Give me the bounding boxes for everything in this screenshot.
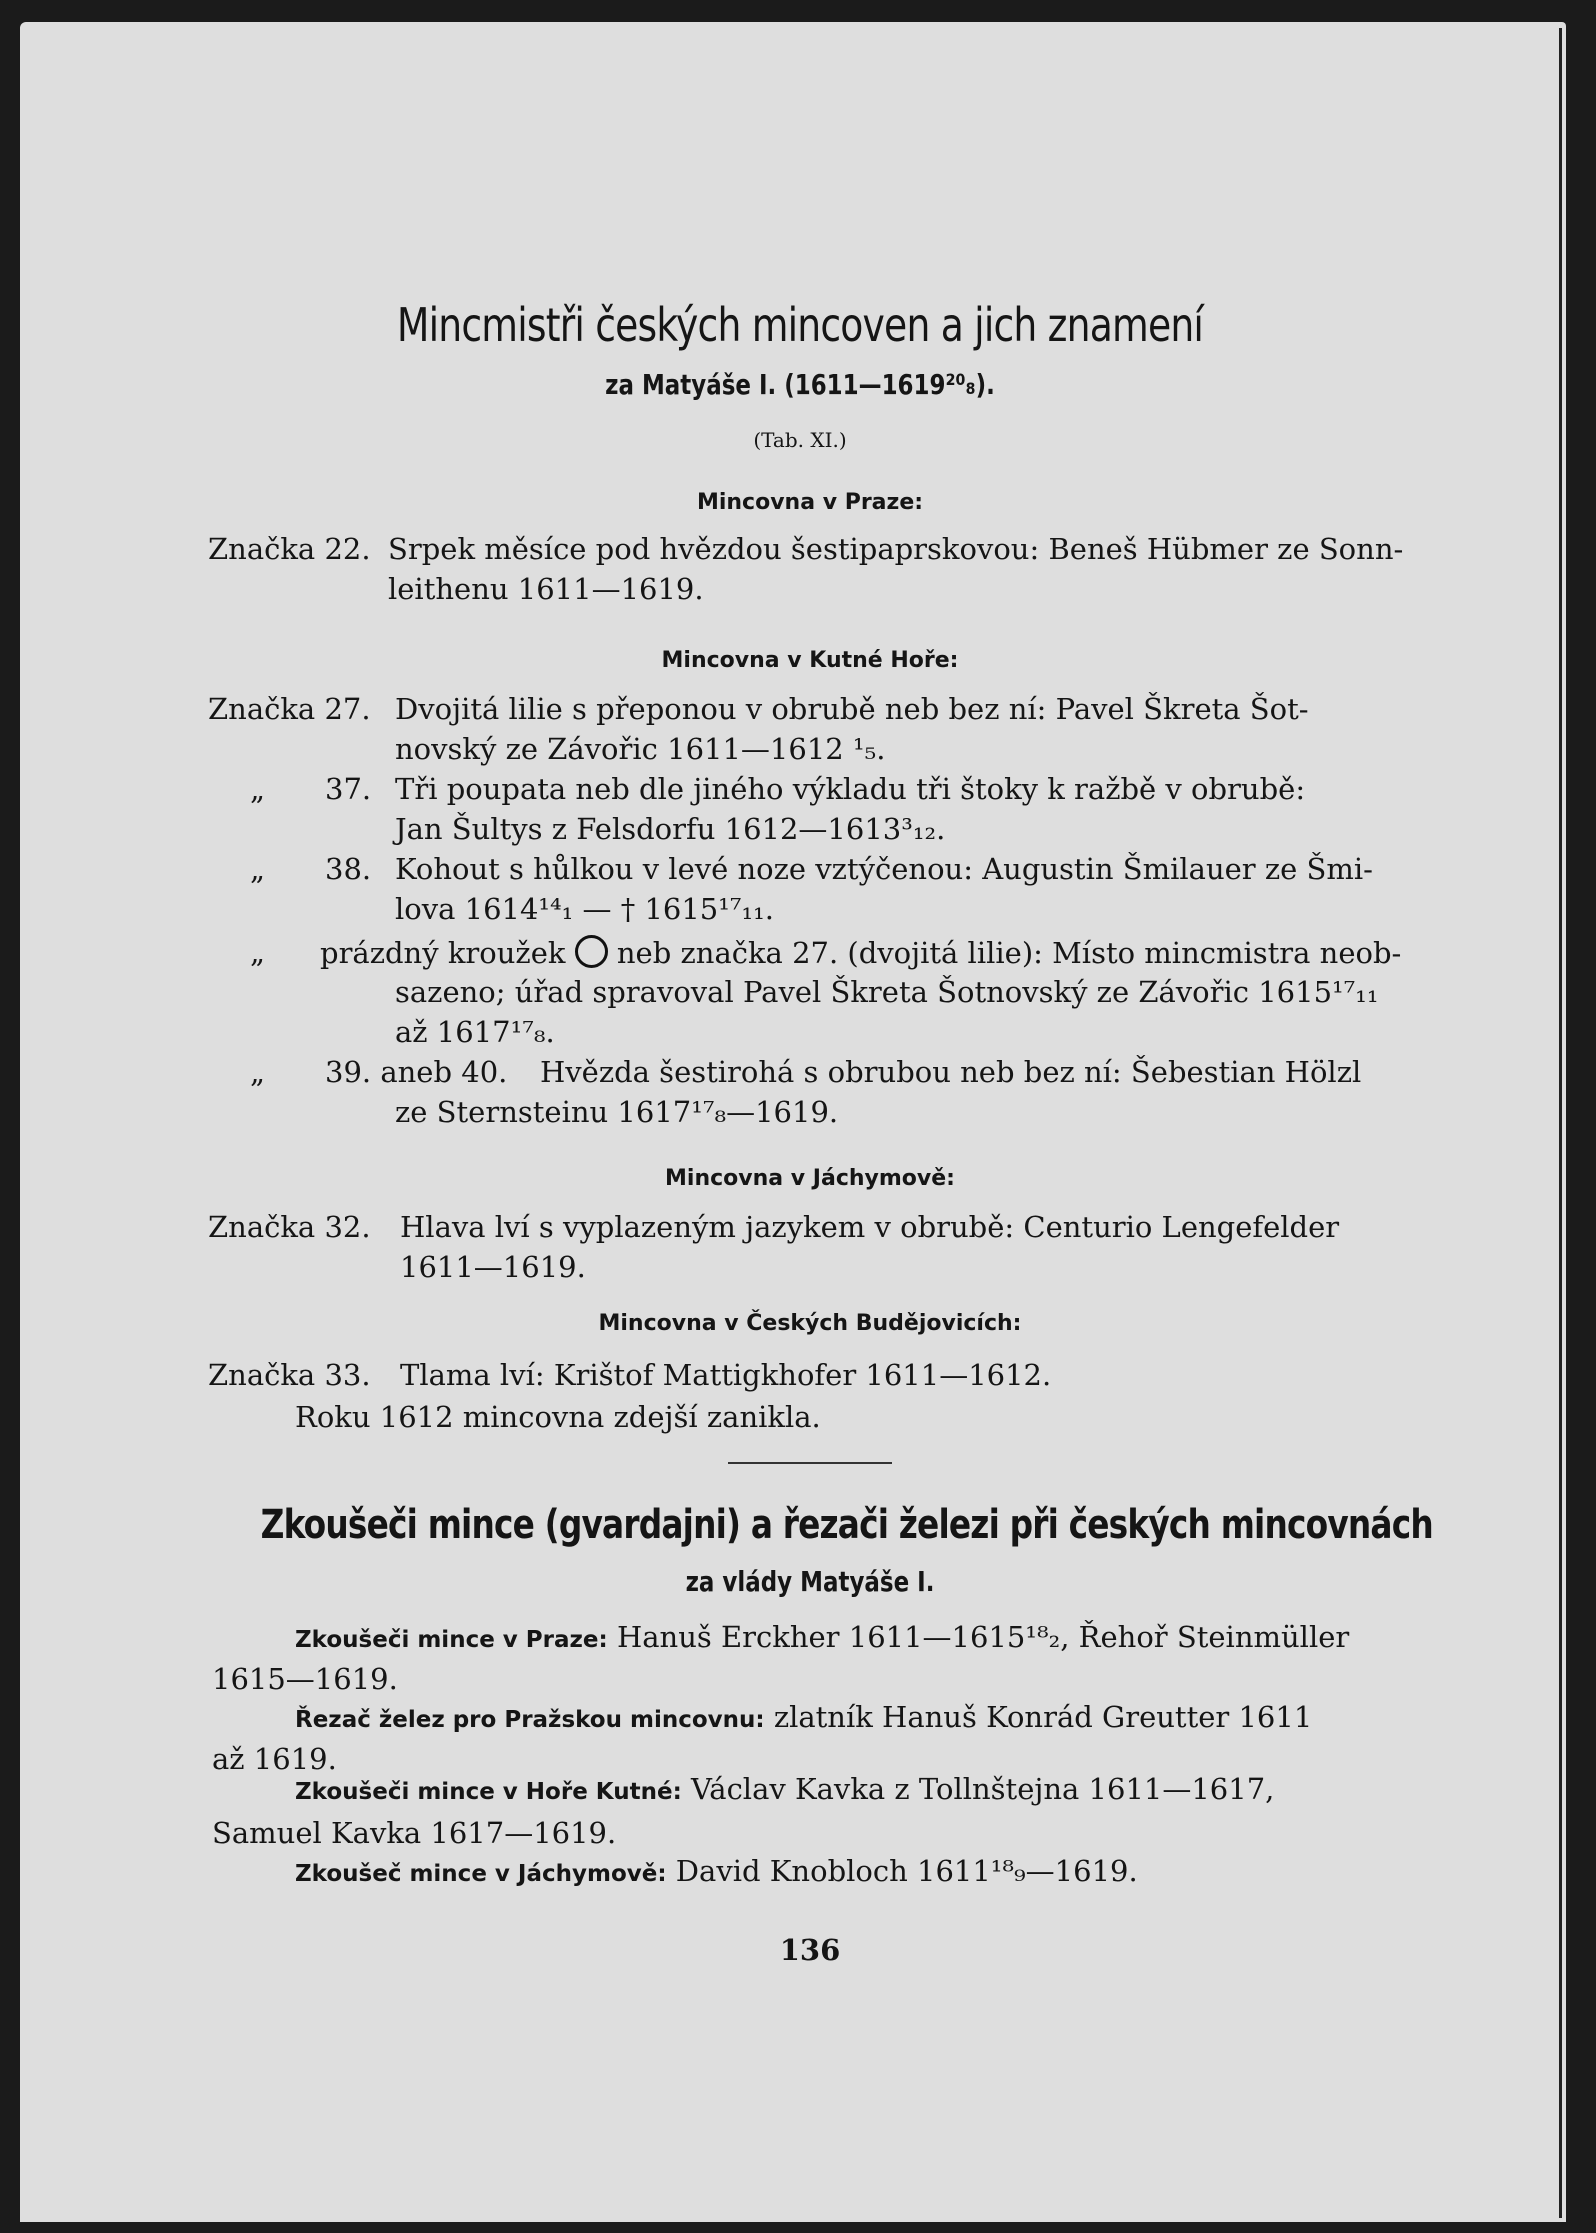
entry-text: sazeno; úřad spravoval Pavel Škreta Šotnovský ze Závořic 1615¹⁷₁₁ bbox=[395, 975, 1379, 1009]
entry-text: Kohout s hůlkou v levé noze vztýčenou: Augustin Šmilauer ze Šmi- bbox=[395, 852, 1373, 886]
ditto-mark: „ bbox=[250, 935, 266, 969]
entry-text: novský ze Závořic 1611—1612 ¹₅. bbox=[395, 732, 886, 766]
section-subtitle: za vlády Matyáše I. bbox=[685, 1565, 935, 1598]
entry-number: 37. bbox=[325, 772, 372, 806]
entry-text: 1611—1619. bbox=[400, 1250, 586, 1284]
section-heading-kutna-hora: Mincovna v Kutné Hoře: bbox=[661, 648, 959, 673]
section-heading-budejovice: Mincovna v Českých Budějovicích: bbox=[598, 1311, 1022, 1336]
paragraph-cont: Samuel Kavka 1617—1619. bbox=[212, 1816, 617, 1850]
page-subtitle: za Matyáše I. (1611—1619²⁰₈). bbox=[605, 368, 995, 401]
entry-text: leithenu 1611—1619. bbox=[388, 572, 704, 606]
tab-reference: (Tab. XI.) bbox=[753, 428, 847, 452]
entry-label: Značka 27. bbox=[208, 692, 371, 726]
entry-text: prázdný kroužek neb značka 27. (dvojitá lilie): Místo mincmistra neob- bbox=[320, 936, 1402, 970]
ditto-mark: „ bbox=[250, 1055, 266, 1089]
entry-text: Tři poupata neb dle jiného výkladu tři štoky k ražbě v obrubě: bbox=[395, 772, 1306, 806]
ditto-mark: „ bbox=[250, 772, 266, 806]
divider bbox=[728, 1462, 892, 1464]
paragraph: Zkoušeč mince v Jáchymově: David Knobloch 1611¹⁸₉—1619. bbox=[295, 1854, 1138, 1888]
entry-text: Jan Šultys z Felsdorfu 1612—1613³₁₂. bbox=[395, 812, 946, 846]
paragraph: Řezač želez pro Pražskou mincovnu: zlatník Hanuš Konrád Greutter 1611 bbox=[295, 1700, 1313, 1734]
entry-label: Značka 32. bbox=[208, 1210, 371, 1244]
section-heading-jachymov: Mincovna v Jáchymově: bbox=[665, 1166, 955, 1191]
entry-label: Značka 22. bbox=[208, 532, 371, 566]
page-title: Mincmistři českých mincoven a jich znamení bbox=[396, 298, 1204, 352]
entry-label: Značka 33. bbox=[208, 1358, 371, 1392]
entry-text: Roku 1612 mincovna zdejší zanikla. bbox=[295, 1400, 821, 1434]
page-edge bbox=[1559, 28, 1562, 2218]
entry-number: 38. bbox=[325, 852, 372, 886]
paragraph: Zkoušeči mince v Hoře Kutné: Václav Kavka z Tollnštejna 1611—1617, bbox=[295, 1772, 1275, 1806]
paragraph: Zkoušeči mince v Praze: Hanuš Erckher 1611—1615¹⁸₂, Řehoř Steinmüller bbox=[295, 1620, 1350, 1654]
entry-text: ze Sternsteinu 1617¹⁷₈—1619. bbox=[395, 1095, 839, 1129]
section-title: Zkoušeči mince (gvardajni) a řezači železi při českých mincovnách bbox=[260, 1502, 1433, 1548]
entry-text: až 1617¹⁷₈. bbox=[395, 1015, 555, 1049]
paragraph-cont: až 1619. bbox=[212, 1742, 337, 1776]
entry-text: Tlama lví: Krištof Mattigkhofer 1611—1612. bbox=[400, 1358, 1052, 1392]
entry-text: Hlava lví s vyplazeným jazykem v obrubě: Centurio Lengefelder bbox=[400, 1210, 1340, 1244]
ditto-mark: „ bbox=[250, 852, 266, 886]
empty-circle-icon bbox=[575, 935, 608, 968]
entry-text: lova 1614¹⁴₁ — † 1615¹⁷₁₁. bbox=[395, 892, 774, 926]
entry-text: Hvězda šestirohá s obrubou neb bez ní: Šebestian Hölzl bbox=[540, 1055, 1362, 1089]
entry-text: Srpek měsíce pod hvězdou šestipaprskovou: Beneš Hübmer ze Sonn- bbox=[388, 532, 1404, 566]
entry-number: 39. aneb 40. bbox=[325, 1055, 508, 1089]
section-heading-praha: Mincovna v Praze: bbox=[696, 490, 924, 515]
paragraph-cont: 1615—1619. bbox=[212, 1662, 398, 1696]
page-number: 136 bbox=[779, 1933, 841, 1967]
entry-text: Dvojitá lilie s přeponou v obrubě neb bez ní: Pavel Škreta Šot- bbox=[395, 692, 1309, 726]
